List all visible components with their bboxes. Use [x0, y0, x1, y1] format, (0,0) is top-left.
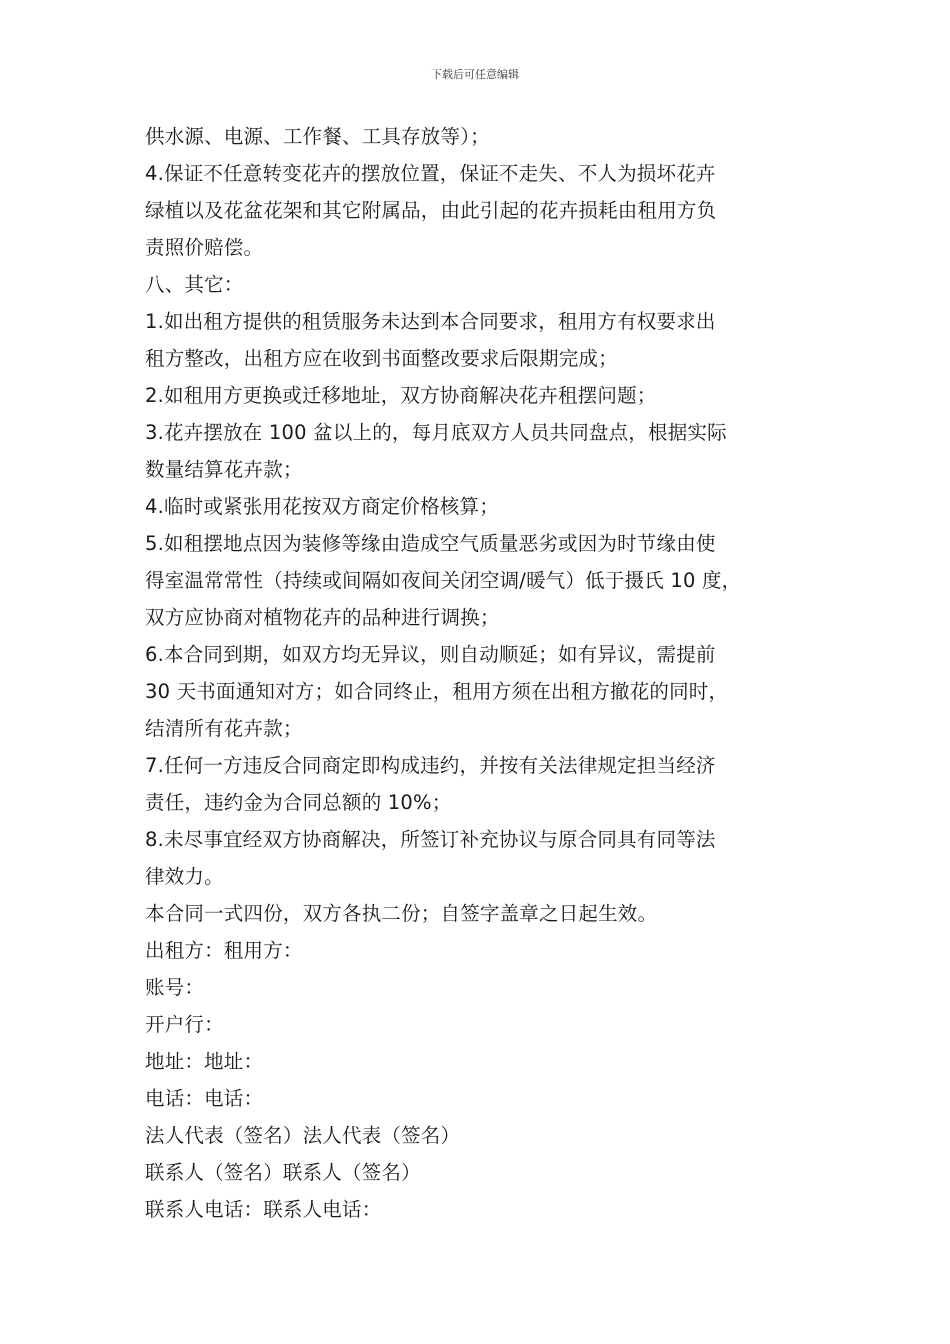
- text-line: 供水源、电源、工作餐、工具存放等）；: [145, 125, 490, 148]
- signature-field: 联系人（签名）联系人（签名）: [145, 1161, 421, 1184]
- text-line: 5.如租摆地点因为装修等缘由造成空气质量恶劣或因为时节缘由使: [145, 532, 716, 555]
- text-line: 双方应协商对植物花卉的品种进行调换；: [145, 606, 500, 629]
- signature-field: 联系人电话：联系人电话：: [145, 1198, 382, 1221]
- text-line: 责任，违约金为合同总额的 10%；: [145, 791, 452, 814]
- text-line: 数量结算花卉款；: [145, 458, 303, 481]
- text-line: 本合同一式四份，双方各执二份；自签字盖章之日起生效。: [145, 902, 658, 925]
- page-header: 下载后可任意编辑: [431, 68, 519, 81]
- signature-field: 出租方：租用方：: [145, 939, 303, 962]
- document-body: [145, 118, 825, 1228]
- signature-field: 电话：电话：: [145, 1087, 264, 1110]
- text-line: 结清所有花卉款；: [145, 717, 303, 740]
- signature-field: 账号：: [145, 976, 205, 999]
- text-line: 责照价赔偿。: [145, 236, 264, 259]
- text-line: 3.花卉摆放在 100 盆以上的，每月底双方人员共同盘点，根据实际: [145, 421, 727, 444]
- text-line: 7.任何一方违反合同商定即构成违约，并按有关法律规定担当经济: [145, 754, 716, 777]
- text-line: 1.如出租方提供的租赁服务未达到本合同要求，租用方有权要求出: [145, 310, 716, 333]
- text-line: 2.如租用方更换或迁移地址，双方协商解决花卉租摆问题；: [145, 384, 657, 407]
- text-line: 得室温常常性（持续或间隔如夜间关闭空调/暖气）低于摄氏 10 度，: [145, 569, 742, 592]
- text-line: 30 天书面通知对方；如合同终止，租用方须在出租方撤花的同时，: [145, 680, 729, 703]
- text-line: 6.本合同到期，如双方均无异议，则自动顺延；如有异议，需提前: [145, 643, 716, 666]
- signature-field: 开户行：: [145, 1013, 224, 1036]
- text-line: 绿植以及花盆花架和其它附属品，由此引起的花卉损耗由租用方负: [145, 199, 717, 222]
- signature-field: 地址：地址：: [145, 1050, 264, 1073]
- text-line: 律效力。: [145, 865, 224, 888]
- text-line: 租方整改，出租方应在收到书面整改要求后限期完成；: [145, 347, 618, 370]
- signature-field: 法人代表（签名）法人代表（签名）: [145, 1124, 461, 1147]
- text-line: 4.临时或紧张用花按双方商定价格核算；: [145, 495, 499, 518]
- section-heading: 八、其它：: [145, 273, 244, 296]
- text-line: 8.未尽事宜经双方协商解决，所签订补充协议与原合同具有同等法: [145, 828, 716, 851]
- text-line: 4.保证不任意转变花卉的摆放位置，保证不走失、不人为损坏花卉: [145, 162, 716, 185]
